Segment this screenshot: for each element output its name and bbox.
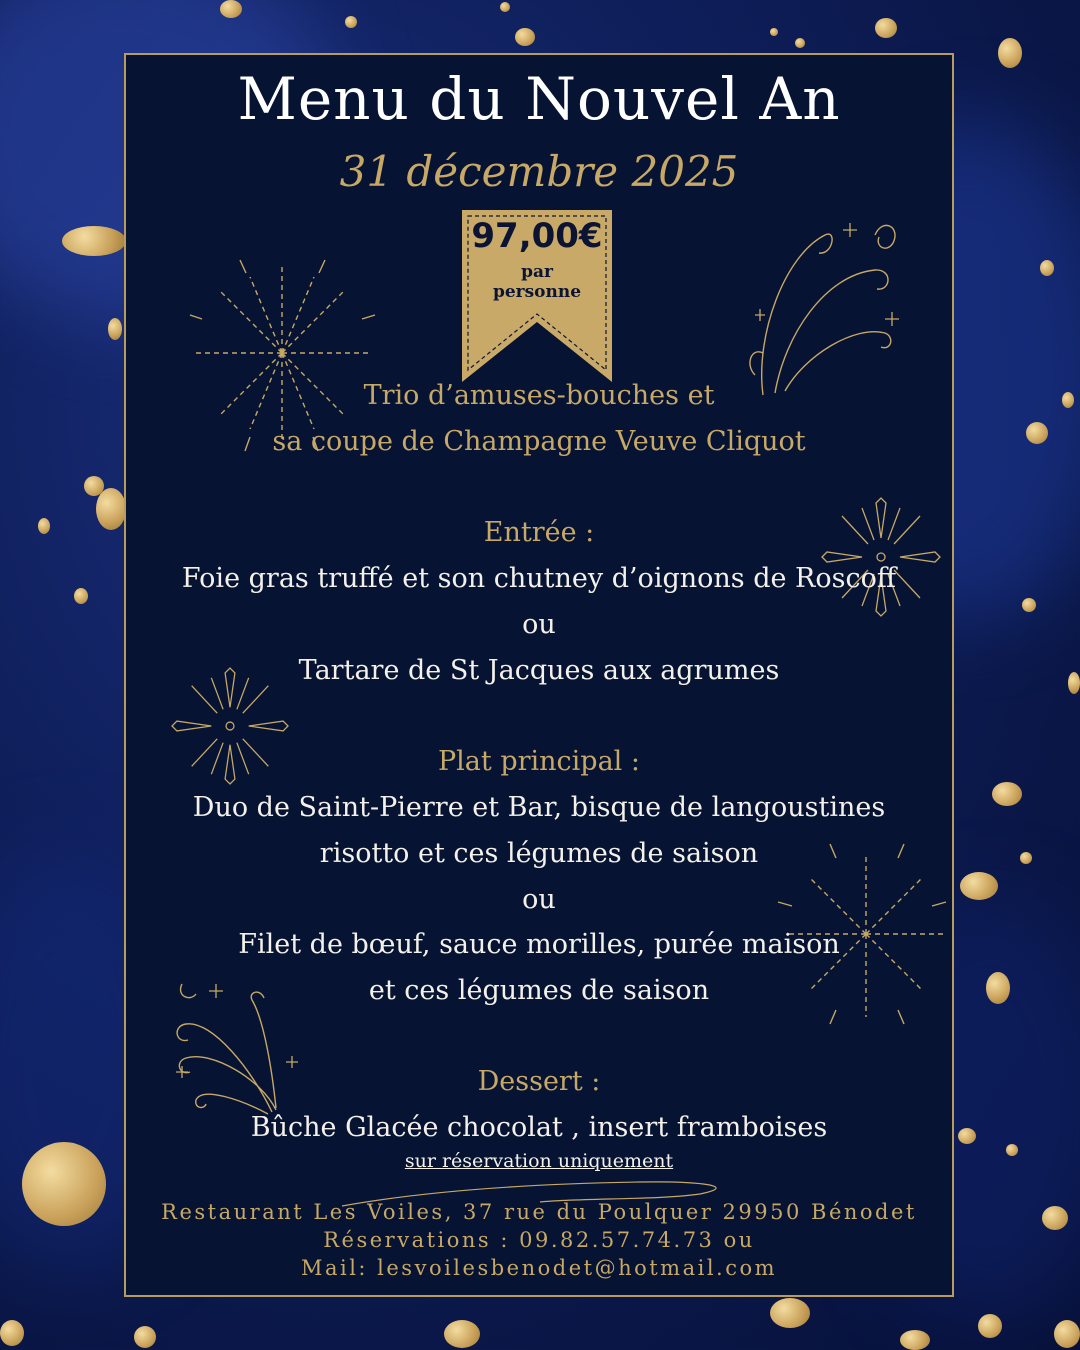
plat-heading: Plat principal : [438,746,640,777]
price-amount: 97,00€ [471,216,603,256]
firework-burst-icon [822,498,940,616]
plat-option-2-line-2: et ces légumes de saison [368,975,710,1006]
entree-heading: Entrée : [483,517,595,548]
footer-mail: Mail: lesvoilesbenodet@hotmail.com [300,1256,778,1280]
dessert-heading: Dessert : [477,1066,601,1097]
footer-address: Restaurant Les Voiles, 37 rue du Poulquer 29950 Bénodet [161,1200,917,1224]
page-title: Menu du Nouvel An [237,65,841,133]
reservation-note: sur réservation uniquement [404,1150,674,1172]
footer-phone: Réservations : 09.82.57.74.73 ou [323,1228,755,1252]
menu-date: 31 décembre 2025 [339,147,739,196]
price-unit: par personne [492,262,582,302]
plat-option-1-line-1: Duo de Saint-Pierre et Bar, bisque de langoustines [192,792,886,823]
aperitif-line-1: Trio d’amuses-bouches et [363,380,715,411]
plat-or: ou [522,884,556,915]
price-ribbon [462,210,612,382]
entree-option-2: Tartare de St Jacques aux agrumes [298,655,780,686]
firework-fountain-icon [745,215,905,405]
plat-option-2-line-1: Filet de bœuf, sauce morilles, purée maison [238,929,840,960]
aperitif-line-2: sa coupe de Champagne Veuve Cliquot [272,426,806,457]
entree-or: ou [522,609,556,640]
firework-burst-icon [190,255,380,455]
plat-option-1-line-2: risotto et ces légumes de saison [319,838,759,869]
dessert-option-1: Bûche Glacée chocolat , insert framboises [250,1112,828,1143]
entree-option-1: Foie gras truffé et son chutney d’oignons de Roscoff [181,563,897,594]
